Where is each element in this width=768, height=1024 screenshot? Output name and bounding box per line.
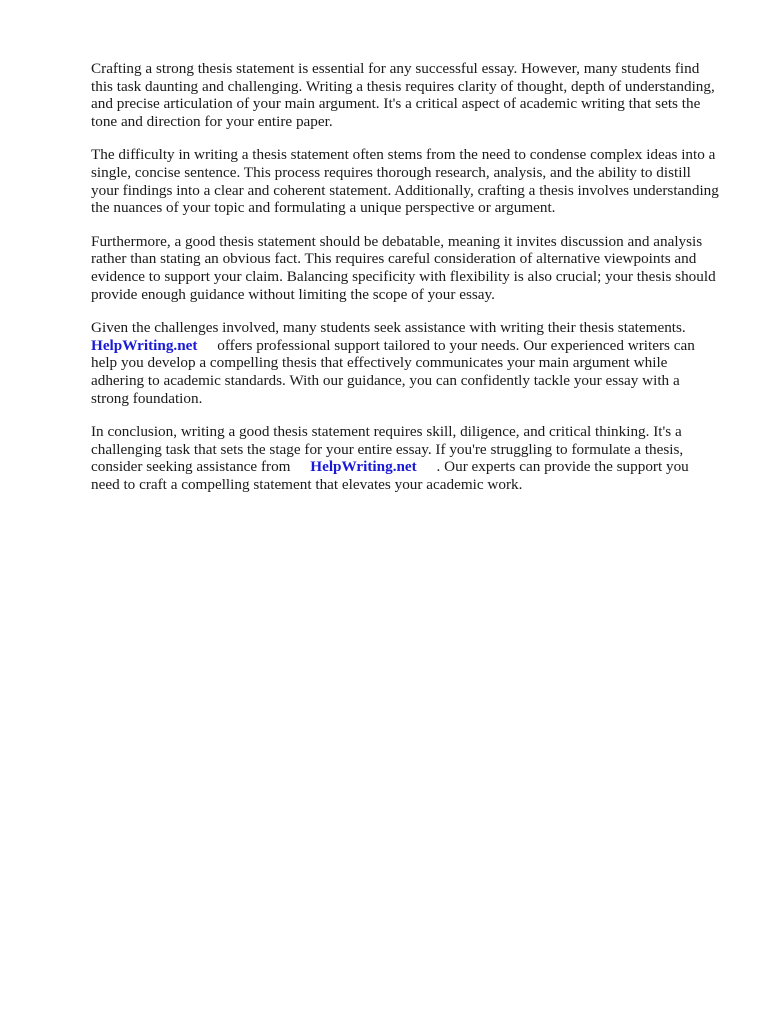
paragraph-1: Crafting a strong thesis statement is essential for any successful essay. However, many students find this task daunting and challenging. Writing a thesis requires clarity of thought, depth of understanding, and precise articulation of your main argument. It's a critical aspect of academic writing that sets the tone and direction for your entire paper. bbox=[91, 60, 715, 130]
paragraph-5 bbox=[91, 423, 721, 493]
paragraph-4 bbox=[91, 319, 721, 407]
paragraph-4-rest: offers professional support tailored to your needs. Our experienced writers can help you develop a compelling thesis that effectively communicates your main argument while adhering to academic standards. With our guidance, you can confidently tackle your essay with a strong foundation. bbox=[91, 336, 695, 407]
paragraph-3: Furthermore, a good thesis statement should be debatable, meaning it invites discussion and analysis rather than stating an obvious fact. This requires careful consideration of alternative viewpoints and evidence to support your claim. Balancing specificity with flexibility is also crucial; your thesis should provide enough guidance without limiting the scope of your essay. bbox=[91, 232, 716, 303]
helpwriting-link[interactable]: HelpWriting.net bbox=[91, 336, 198, 354]
paragraph-4-intro: Given the challenges involved, many students seek assistance with writing their thesis statements. bbox=[91, 319, 686, 337]
document-body bbox=[91, 60, 721, 509]
paragraph-2: The difficulty in writing a thesis statement often stems from the need to condense complex ideas into a single, concise sentence. This process requires thorough research, analysis, and the ability to distill your findings into a clear and coherent statement. Additionally, crafting a thesis involves understanding the nuances of your topic and formulating a unique perspective or argument. bbox=[91, 146, 719, 217]
helpwriting-link[interactable]: HelpWriting.net bbox=[310, 458, 417, 476]
paragraph-5-after: . Our experts can provide the support you need to craft a compelling statement that elevates your academic work. bbox=[91, 458, 689, 493]
paragraph-5-before: In conclusion, writing a good thesis statement requires skill, diligence, and critical thinking. It's a challenging task that sets the stage for your entire essay. If you're struggling to formulate a thesis, consider seeking assistance from bbox=[91, 423, 684, 476]
